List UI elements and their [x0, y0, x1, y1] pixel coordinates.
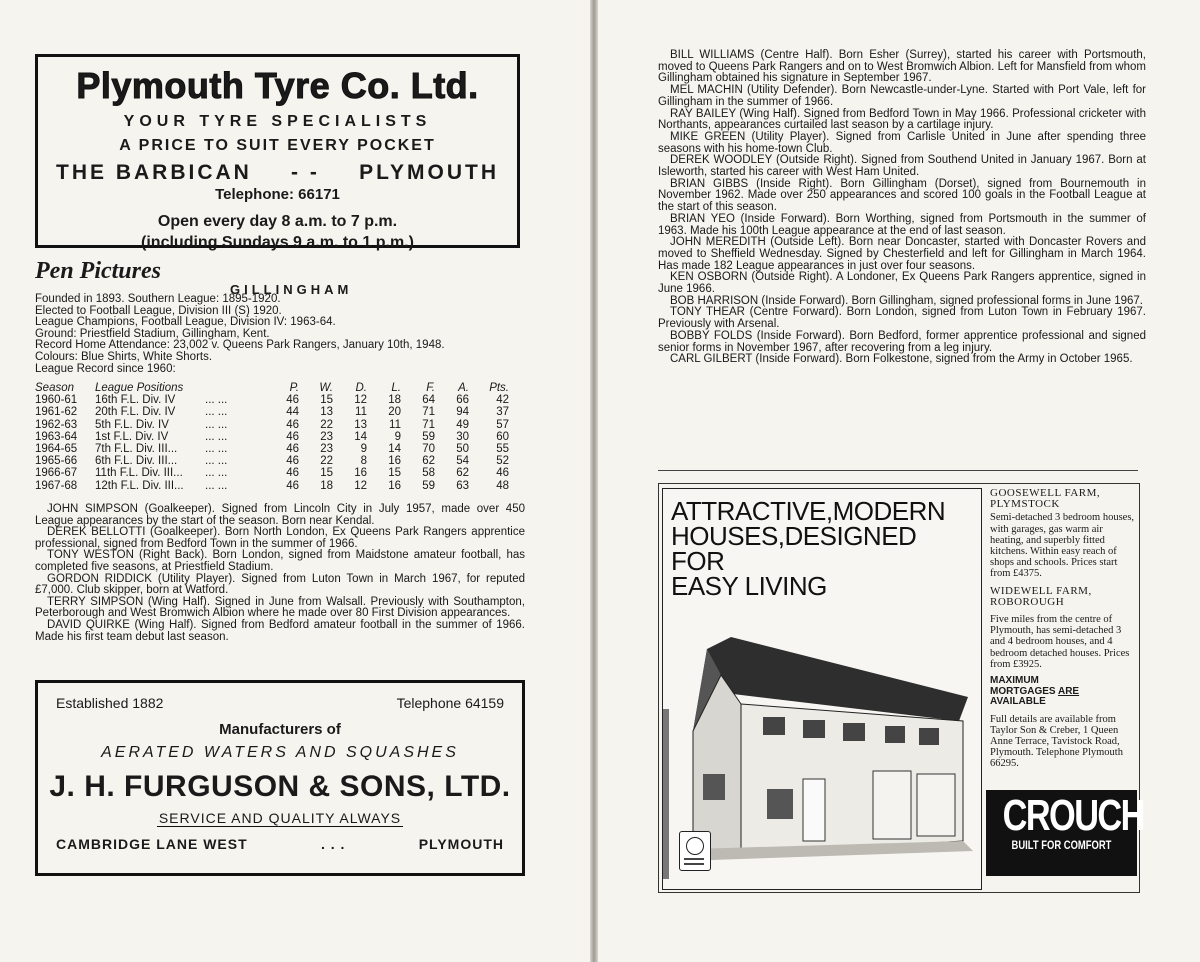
estate-details: [990, 488, 1138, 770]
tyre-address: [56, 161, 499, 185]
tyre-address-dash: - -: [291, 161, 320, 184]
club-info-line: Record Home Attendance: 23,002 v. Queens Park Rangers, January 10th, 1948.: [35, 339, 445, 352]
league-table-cell: 46: [286, 418, 299, 431]
league-table-cell: 44: [286, 406, 299, 419]
player-bio: BOB HARRISON (Inside Forward). Born Gillingham, signed professional forms in June 1967.: [670, 294, 1143, 307]
league-record-table: [35, 382, 530, 492]
divider-rule: [658, 470, 1138, 471]
league-table-cell: ... ...: [205, 467, 228, 480]
crouch-logo-tagline: BUILT FOR COMFORT: [1011, 840, 1112, 852]
tyre-company-name: Plymouth Tyre Co. Ltd.: [76, 65, 479, 106]
league-table-cell: 15: [320, 467, 333, 480]
league-table-cell: 1960-61: [35, 394, 78, 407]
league-table-cell: ... ...: [205, 443, 228, 456]
league-table-cell: 20th F.L. Div. IV: [95, 406, 176, 419]
league-table-cell: 22: [320, 455, 333, 468]
league-table-cell: 30: [456, 430, 469, 443]
league-table-cell: 16: [354, 467, 367, 480]
crouch-homes-advert: [658, 483, 1144, 893]
league-table-cell: 37: [496, 406, 509, 419]
league-table-cell: 18: [320, 479, 333, 492]
estate2-description: Five miles from the centre of Plymouth, has semi-detached 3 and 4 bedroom houses, and 4 bedroom detached houses. Prices from £3925.: [990, 614, 1130, 670]
club-info-line: League Champions, Football League, Division IV: 1963-64.: [35, 316, 336, 329]
league-table-cell: 8: [360, 455, 367, 468]
league-table-cell: 46: [496, 467, 509, 480]
tyre-hours-weekday: Open every day 8 a.m. to 7 p.m.: [157, 213, 398, 230]
furguson-top-line: [56, 695, 504, 711]
club-info: [35, 294, 545, 375]
left-page: [0, 0, 590, 962]
tyre-opening-hours: [38, 211, 517, 253]
player-bio: MEL MACHIN (Utility Defender). Born Newcastle-under-Lyne. Started with Port Vale, left for Gillingham in the summer of 1966.: [658, 84, 1146, 108]
player-bio: TONY THEAR (Centre Forward). Born London, signed from Luton Town in February 1967. Previously with Arsenal.: [658, 306, 1146, 331]
tyre-address-town: PLYMOUTH: [359, 161, 499, 184]
league-table-cell: 9: [394, 430, 401, 443]
tyre-hours-sunday: (including Sundays 9 a.m. to 1 p.m.): [141, 234, 414, 251]
league-table-cell: 58: [422, 467, 435, 480]
club-info-line: Ground: Priestfield Stadium, Gillingham, Kent.: [35, 327, 270, 340]
league-table-row: [35, 455, 530, 467]
header-season: Season: [35, 382, 75, 394]
player-bio: TONY WESTON (Right Back). Born London, signed from Maidstone amateur football, has completed five seasons, at Priestfield Stadium.: [35, 549, 525, 573]
league-table-cell: 63: [456, 479, 469, 492]
league-table-cell: 1965-66: [35, 455, 78, 468]
league-table-cell: 59: [422, 479, 435, 492]
league-table-cell: 62: [456, 467, 469, 480]
league-table-cell: 1966-67: [35, 467, 78, 480]
league-table-cell: 46: [286, 430, 299, 443]
player-bios-left: [35, 504, 525, 643]
contact-details: Full details are available from Taylor Son & Creber, 1 Queen Anne Terrace, Tavistock Road, Plymouth. Telephone Plymouth 66295.: [990, 713, 1123, 770]
league-table-cell: 57: [496, 418, 509, 431]
furguson-products: AERATED WATERS AND SQUASHES: [101, 744, 459, 761]
league-table-cell: 71: [422, 406, 435, 419]
furguson-dots: . . .: [320, 836, 346, 852]
league-table-cell: 46: [286, 467, 299, 480]
league-table-cell: 71: [422, 418, 435, 431]
furguson-established: Established 1882: [56, 695, 164, 711]
league-table-cell: 50: [456, 443, 469, 456]
plymouth-tyre-advert: [35, 54, 520, 251]
player-bio: JOHN MEREDITH (Outside Left). Born near Doncaster, started with Doncaster Rovers and moved to Sheffield Wednesday. Signed by Chesterfield and left for Gillingham in March 1964. Has made 182 League appearances in just over four seasons.: [658, 236, 1146, 272]
pen-pictures-heading: Pen Pictures: [35, 258, 161, 284]
league-table-cell: 15: [388, 467, 401, 480]
league-table-cell: 66: [456, 394, 469, 407]
league-table-cell: 12th F.L. Div. III...: [95, 479, 184, 492]
league-table-cell: 60: [496, 430, 509, 443]
header-lost: L.: [391, 382, 401, 394]
league-table-cell: ... ...: [205, 406, 228, 419]
headline-line: ATTRACTIVE,MODERN: [671, 496, 946, 526]
player-bio: DEREK BELLOTTI (Goalkeeper). Born North London, Ex Queens Park Rangers apprentice professional, signed from Bedford Town in the summer of 1966.: [35, 526, 525, 550]
furguson-address: [56, 836, 504, 852]
league-table-cell: 5th F.L. Div. IV: [95, 418, 169, 431]
player-bio: MIKE GREEN (Utility Player). Signed from Carlisle United in June after spending three seasons with his home-town Club.: [658, 130, 1146, 155]
league-table-cell: ... ...: [205, 418, 228, 431]
header-drawn: D.: [355, 382, 367, 394]
league-table-cell: 52: [496, 455, 509, 468]
league-table-cell: 1961-62: [35, 406, 78, 419]
league-table-cell: ... ...: [205, 455, 228, 468]
book-gutter: [590, 0, 598, 962]
league-table-cell: ... ...: [205, 479, 228, 492]
header-against: A.: [458, 382, 469, 394]
player-bio: KEN OSBORN (Outside Right). A Londoner, Ex Queens Park Rangers apprentice, signed in June 1966.: [658, 271, 1146, 296]
player-bio: BRIAN YEO (Inside Forward). Born Worthing, signed from Portsmouth in the summer of 1963. Made his 100th League appearance at the end of last season.: [658, 212, 1146, 237]
league-table-cell: 11: [355, 406, 367, 419]
league-table-cell: 70: [422, 443, 435, 456]
league-table-cell: 94: [456, 406, 469, 419]
league-table-header: [35, 382, 530, 394]
league-table-cell: 1967-68: [35, 479, 78, 492]
league-table-cell: ... ...: [205, 394, 228, 407]
crouch-logo: [986, 790, 1144, 876]
player-bio: BILL WILLIAMS (Centre Half). Born Esher (Surrey), started his career with Portsmouth, moved to Queens Park Rangers and on to West Bromwich Albion. Left for Mansfield from whom Gillingham obtained his signature in September 1967.: [658, 49, 1146, 85]
house-drawing: [663, 489, 981, 889]
league-table-cell: 15: [320, 394, 333, 407]
league-table-cell: 14: [354, 430, 367, 443]
player-bio: GORDON RIDDICK (Utility Player). Signed from Luton Town in March 1967, for reputed £7,000. Club skipper, born at Watford.: [35, 572, 525, 597]
header-positions: League Positions: [95, 382, 184, 394]
league-table-row: [35, 419, 530, 431]
estate1-location: PLYMSTOCK: [990, 498, 1060, 511]
headline-line: EASY LIVING: [671, 571, 827, 601]
league-table-cell: 16: [388, 455, 401, 468]
club-info-line: Founded in 1893. Southern League: 1895-1920.: [35, 293, 281, 305]
tyre-price-slogan: A PRICE TO SUIT EVERY POCKET: [119, 137, 436, 154]
league-table-cell: 46: [286, 394, 299, 407]
furguson-company-name: J. H. FURGUSON & SONS, LTD.: [49, 770, 511, 803]
headline-line: HOUSES,DESIGNED FOR: [671, 521, 917, 576]
player-bio: DAVID QUIRKE (Wing Half). Signed from Bedford amateur football in the summer of 1966. Made his first team debut last season.: [35, 618, 525, 643]
furguson-advert: [35, 680, 525, 876]
league-table-cell: 46: [286, 455, 299, 468]
league-table-cell: 11: [389, 418, 401, 431]
league-table-cell: 23: [320, 443, 333, 456]
furguson-street: CAMBRIDGE LANE WEST: [56, 836, 248, 852]
tyre-tagline: YOUR TYRE SPECIALISTS: [123, 113, 432, 130]
league-table-cell: 13: [320, 406, 333, 419]
league-table-cell: 42: [496, 394, 509, 407]
league-table-cell: 55: [496, 443, 509, 456]
league-table-cell: 1964-65: [35, 443, 78, 456]
league-table-row: [35, 480, 530, 492]
house-illustration-panel: [662, 488, 982, 890]
league-table-cell: 54: [456, 455, 469, 468]
league-table-cell: ... ...: [205, 430, 228, 443]
league-table-row: [35, 394, 530, 406]
league-table-cell: 20: [388, 406, 401, 419]
league-table-cell: 1962-63: [35, 418, 78, 431]
league-table-cell: 59: [422, 430, 435, 443]
header-for: F.: [426, 382, 435, 394]
league-table-cell: 49: [456, 418, 469, 431]
league-table-cell: 7th F.L. Div. III...: [95, 443, 178, 456]
league-table-cell: 1963-64: [35, 430, 78, 443]
furguson-manufacturers: Manufacturers of: [219, 721, 341, 738]
league-table-cell: 16th F.L. Div. IV: [95, 394, 176, 407]
player-bio: BOBBY FOLDS (Inside Forward). Born Bedford, former apprentice professional and signed senior forms in November 1967, after recovering from a leg injury.: [658, 329, 1146, 354]
furguson-telephone: Telephone 64159: [396, 695, 504, 711]
league-table-cell: 64: [422, 394, 435, 407]
league-table-cell: 48: [496, 479, 509, 492]
league-table-row: [35, 406, 530, 418]
league-table-cell: 1st F.L. Div. IV: [95, 430, 169, 443]
league-table-row: [35, 431, 530, 443]
club-info-line: League Record since 1960:: [35, 362, 176, 375]
league-table-cell: 12: [354, 479, 367, 492]
club-info-line: Colours: Blue Shirts, White Shorts.: [35, 350, 213, 363]
mortgage-notice: MAXIMUM MORTGAGES ARE AVAILABLE: [990, 675, 1080, 708]
crouch-logo-name: CROUCH: [1002, 791, 1144, 840]
furguson-slogan: SERVICE AND QUALITY ALWAYS: [158, 810, 402, 826]
league-table-cell: 14: [388, 443, 401, 456]
player-bio: DEREK WOODLEY (Outside Right). Signed from Southend United in January 1967. Born at Isleworth, started his career with West Ham United.: [658, 154, 1146, 179]
player-bios-right: [658, 50, 1146, 366]
league-table-cell: 62: [422, 455, 435, 468]
league-table-cell: 46: [286, 479, 299, 492]
tyre-telephone: Telephone: 66171: [215, 186, 340, 203]
header-won: W.: [319, 382, 333, 394]
league-table-cell: 6th F.L. Div. III...: [95, 455, 178, 468]
league-table-cell: 11th F.L. Div. III...: [95, 467, 183, 480]
right-page: [598, 0, 1200, 962]
estate1-description: Semi-detached 3 bedroom houses, with garages, gas warm air heating, and superbly fitted kitchens. Within easy reach of shops and schools. Prices start from £4375.: [990, 512, 1135, 580]
player-bio: TERRY SIMPSON (Wing Half). Signed in June from Walsall. Previously with Southampton, Peterborough and West Bromwich Albion where he made over 80 First Division appearances.: [35, 595, 525, 620]
league-table-cell: 46: [286, 443, 299, 456]
league-table-cell: 22: [320, 418, 333, 431]
furguson-town: PLYMOUTH: [418, 836, 504, 852]
builder-badge-icon: [679, 831, 711, 871]
tyre-address-street: THE BARBICAN: [56, 161, 252, 184]
club-info-line: Elected to Football League, Division III (S) 1920.: [35, 304, 282, 317]
league-table-row: [35, 443, 530, 455]
league-table-cell: 18: [388, 394, 401, 407]
player-bio: RAY BAILEY (Wing Half). Signed from Bedford Town in May 1966. Professional cricketer with Northants, appearances curtailed last season by a cartilage injury.: [658, 107, 1146, 132]
league-table-cell: 9: [360, 443, 367, 456]
estate2-location: ROBOROUGH: [990, 595, 1065, 608]
player-bio: BRIAN GIBBS (Inside Right). Born Gillingham (Dorset), signed from Bournemouth in November 1962. Made over 250 appearances and scored 100 goals in the Football League at the start of this season.: [658, 177, 1146, 214]
league-table-cell: 16: [388, 479, 401, 492]
league-table-cell: 13: [354, 418, 367, 431]
league-table-cell: 12: [354, 394, 367, 407]
player-bio: JOHN SIMPSON (Goalkeeper). Signed from Lincoln City in July 1957, made over 450 League appearances by the start of the season. Born near Kendal.: [35, 503, 525, 527]
league-table-row: [35, 467, 530, 479]
estate2-name: WIDEWELL FARM,: [990, 584, 1092, 597]
estate1-name: GOOSEWELL FARM,: [990, 487, 1101, 499]
club-name: GILLINGHAM: [230, 282, 353, 297]
header-points: Pts.: [489, 382, 509, 394]
header-played: P.: [289, 382, 299, 394]
league-table-cell: 23: [320, 430, 333, 443]
player-bio: CARL GILBERT (Inside Forward). Born Folkestone, signed from the Army in October 1965.: [670, 353, 1133, 366]
